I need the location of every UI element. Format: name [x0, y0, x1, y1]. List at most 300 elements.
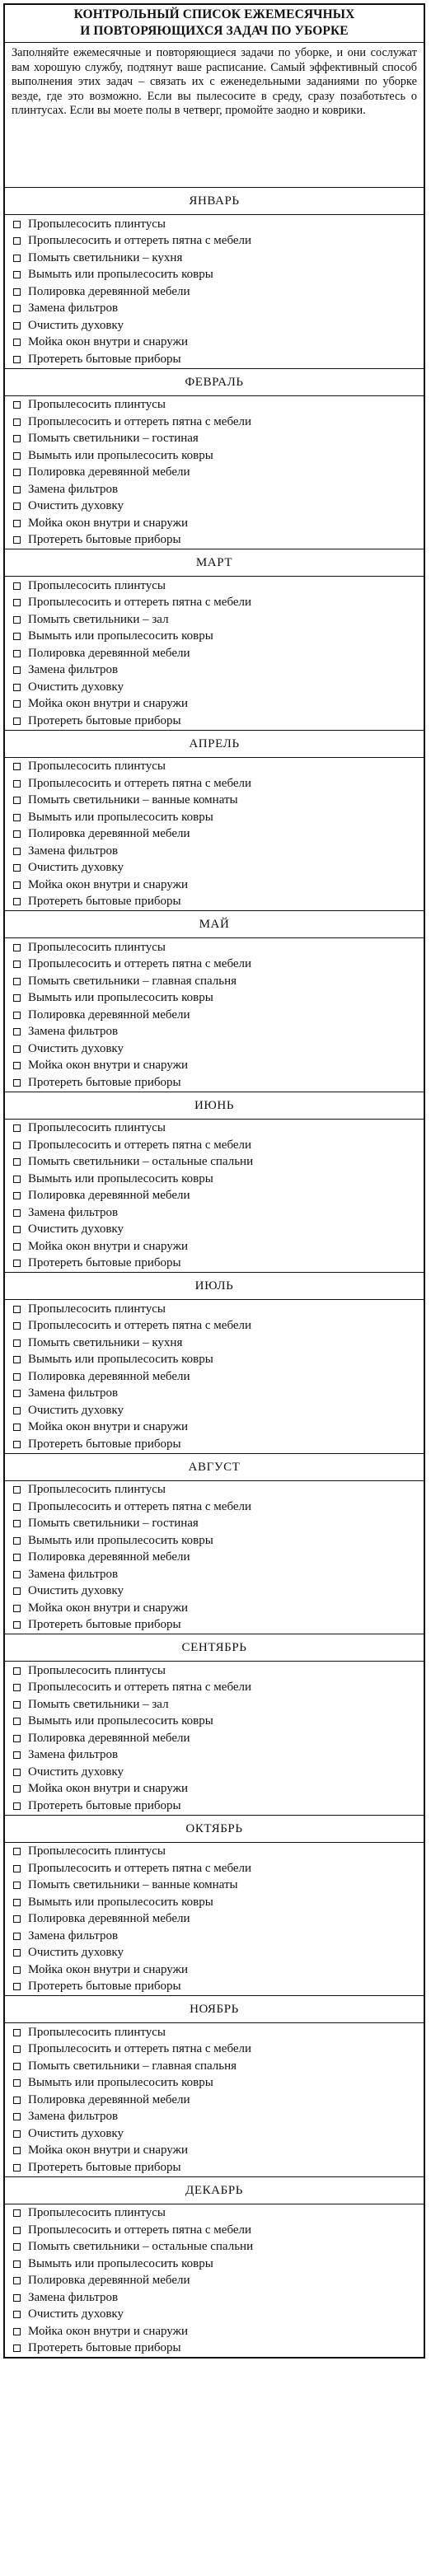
task-item — [5, 2205, 424, 2223]
checkbox-icon[interactable] — [13, 1802, 21, 1810]
checkbox-icon[interactable] — [13, 1124, 21, 1132]
task-label: Протереть бытовые приборы — [28, 352, 181, 366]
checkbox-icon[interactable] — [13, 1605, 21, 1612]
task-item — [5, 629, 424, 646]
checkbox-icon[interactable] — [13, 1407, 21, 1414]
task-item — [5, 809, 424, 826]
task-label: Пропылесосить плинтусы — [28, 2025, 166, 2039]
checkbox-icon[interactable] — [13, 1718, 21, 1725]
checkbox-icon[interactable] — [13, 1899, 21, 1906]
task-item — [5, 1713, 424, 1731]
month-section — [5, 911, 424, 1092]
task-item — [5, 713, 424, 730]
checkbox-icon[interactable] — [13, 1769, 21, 1776]
checkbox-icon[interactable] — [13, 1028, 21, 1036]
checkbox-icon[interactable] — [13, 1848, 21, 1855]
month-heading: ДЕКАБРЬ — [5, 2177, 424, 2204]
task-item — [5, 301, 424, 318]
task-label: Пропылесосить и оттереть пятна с мебели — [28, 1861, 252, 1875]
month-section — [5, 1454, 424, 1635]
task-label: Пропылесосить и оттереть пятна с мебели — [28, 2042, 252, 2056]
task-item — [5, 233, 424, 250]
task-item — [5, 2239, 424, 2256]
task-item — [5, 775, 424, 792]
task-label: Замена фильтров — [28, 1748, 119, 1762]
checkbox-icon[interactable] — [13, 1735, 21, 1742]
task-list — [5, 577, 424, 730]
task-label: Помыть светильники – гостиная — [28, 1517, 199, 1531]
task-item — [5, 645, 424, 662]
checkbox-icon[interactable] — [13, 2277, 21, 2284]
task-label: Пропылесосить и оттереть пятна с мебели — [28, 596, 252, 610]
checkbox-icon[interactable] — [13, 1865, 21, 1872]
checkbox-icon[interactable] — [13, 864, 21, 872]
task-item — [5, 2307, 424, 2324]
checkbox-icon[interactable] — [13, 1176, 21, 1183]
task-label: Очистить духовку — [28, 1584, 124, 1598]
checkbox-icon[interactable] — [13, 1503, 21, 1511]
checkbox-icon[interactable] — [13, 2243, 21, 2251]
task-label: Пропылесосить плинтусы — [28, 398, 166, 412]
checkbox-icon[interactable] — [13, 797, 21, 804]
checkbox-icon[interactable] — [13, 978, 21, 985]
checkbox-icon[interactable] — [13, 814, 21, 821]
month-section — [5, 369, 424, 550]
checkbox-icon[interactable] — [13, 401, 21, 409]
checkbox-icon[interactable] — [13, 1209, 21, 1217]
task-item — [5, 1074, 424, 1092]
task-label: Пропылесосить плинтусы — [28, 760, 166, 774]
task-label: Замена фильтров — [28, 1205, 119, 1219]
checkbox-icon[interactable] — [13, 1554, 21, 1561]
task-label: Помыть светильники – остальные спальни — [28, 1155, 254, 1169]
task-label: Протереть бытовые приборы — [28, 1256, 181, 1270]
task-item — [5, 2058, 424, 2075]
task-item — [5, 1617, 424, 1634]
task-item — [5, 515, 424, 532]
task-list — [5, 2204, 424, 2358]
task-item — [5, 2323, 424, 2340]
task-label: Замена фильтров — [28, 1928, 119, 1943]
task-item — [5, 696, 424, 713]
task-item — [5, 1662, 424, 1680]
task-item — [5, 1516, 424, 1533]
checkbox-icon[interactable] — [13, 1537, 21, 1545]
task-item — [5, 792, 424, 810]
checkbox-icon[interactable] — [13, 763, 21, 770]
task-item — [5, 1171, 424, 1188]
task-item — [5, 2109, 424, 2126]
month-section — [5, 1816, 424, 1997]
checkbox-icon[interactable] — [13, 633, 21, 640]
task-label: Пропылесосить и оттереть пятна с мебели — [28, 776, 252, 790]
task-item — [5, 498, 424, 516]
task-label: Помыть светильники – ванные комнаты — [28, 793, 238, 807]
task-label: Мойка окон внутри и снаружи — [28, 1962, 189, 1976]
checkbox-icon[interactable] — [13, 2130, 21, 2138]
task-label: Полировка деревянной мебели — [28, 1369, 190, 1383]
checkbox-icon[interactable] — [13, 881, 21, 889]
task-label: Мойка окон внутри и снаружи — [28, 1782, 189, 1796]
month-section — [5, 1996, 424, 2177]
task-label: Замена фильтров — [28, 1386, 119, 1400]
checkbox-icon[interactable] — [13, 452, 21, 460]
checkbox-icon[interactable] — [13, 2260, 21, 2268]
checkbox-icon[interactable] — [13, 2328, 21, 2335]
checkbox-icon[interactable] — [13, 1260, 21, 1267]
task-label: Протереть бытовые приборы — [28, 1980, 181, 1994]
task-item — [5, 1945, 424, 1962]
checkbox-icon[interactable] — [13, 339, 21, 346]
task-item — [5, 1352, 424, 1369]
task-item — [5, 1137, 424, 1154]
month-heading: СЕНТЯБРЬ — [5, 1634, 424, 1662]
task-item — [5, 2340, 424, 2358]
task-label: Вымыть или пропылесосить ковры — [28, 1171, 213, 1185]
month-heading: НОЯБРЬ — [5, 1996, 424, 2023]
checkbox-icon[interactable] — [13, 503, 21, 510]
task-label: Замена фильтров — [28, 663, 119, 677]
task-label: Пропылесосить и оттереть пятна с мебели — [28, 1681, 252, 1695]
task-label: Замена фильтров — [28, 482, 119, 496]
checkbox-icon[interactable] — [13, 435, 21, 442]
checkbox-icon[interactable] — [13, 1667, 21, 1675]
task-item — [5, 1058, 424, 1075]
task-item — [5, 2125, 424, 2143]
checkbox-icon[interactable] — [13, 2147, 21, 2154]
checkbox-icon[interactable] — [13, 1701, 21, 1709]
checkbox-icon[interactable] — [13, 1424, 21, 1431]
task-label: Полировка деревянной мебели — [28, 1189, 190, 1203]
checkbox-icon[interactable] — [13, 1339, 21, 1347]
task-label: Вымыть или пропылесосить ковры — [28, 1533, 213, 1547]
checkbox-icon[interactable] — [13, 418, 21, 426]
task-label: Протереть бытовые приборы — [28, 2160, 181, 2174]
checkbox-icon[interactable] — [13, 1751, 21, 1759]
checkbox-icon[interactable] — [13, 2294, 21, 2302]
checkbox-icon[interactable] — [13, 780, 21, 788]
task-list — [5, 2023, 424, 2176]
checkbox-icon[interactable] — [13, 1441, 21, 1448]
task-label: Полировка деревянной мебели — [28, 465, 190, 479]
task-item — [5, 465, 424, 482]
month-section — [5, 2177, 424, 2358]
checkbox-icon[interactable] — [13, 830, 21, 838]
task-item — [5, 2143, 424, 2160]
task-item — [5, 1798, 424, 1815]
checkbox-icon[interactable] — [13, 1587, 21, 1595]
task-item — [5, 1894, 424, 1911]
task-item — [5, 1318, 424, 1335]
checkbox-icon[interactable] — [13, 305, 21, 312]
task-item — [5, 481, 424, 498]
checkbox-icon[interactable] — [13, 1142, 21, 1149]
task-label: Замена фильтров — [28, 1025, 119, 1039]
task-label: Вымыть или пропылесосить ковры — [28, 1353, 213, 1367]
checkbox-icon[interactable] — [13, 1684, 21, 1691]
checkbox-icon[interactable] — [13, 2345, 21, 2352]
month-heading: МАЙ — [5, 911, 424, 938]
task-item — [5, 1680, 424, 1697]
checkbox-icon[interactable] — [13, 2079, 21, 2087]
task-label: Вымыть или пропылесосить ковры — [28, 268, 213, 282]
checkbox-icon[interactable] — [13, 1243, 21, 1251]
checkbox-icon[interactable] — [13, 1949, 21, 1957]
checkbox-icon[interactable] — [13, 666, 21, 674]
task-label: Помыть светильники – гостиная — [28, 432, 199, 446]
task-label: Пропылесосить плинтусы — [28, 1483, 166, 1497]
checkbox-icon[interactable] — [13, 2029, 21, 2036]
checkbox-icon[interactable] — [13, 271, 21, 278]
task-label: Полировка деревянной мебели — [28, 1007, 190, 1022]
checkbox-icon[interactable] — [13, 2113, 21, 2120]
task-item — [5, 2041, 424, 2059]
task-label: Мойка окон внутри и снаружи — [28, 1601, 189, 1615]
checkbox-icon[interactable] — [13, 288, 21, 296]
task-label: Замена фильтров — [28, 1567, 119, 1581]
checkbox-icon[interactable] — [13, 944, 21, 951]
month-section — [5, 1273, 424, 1454]
task-label: Протереть бытовые приборы — [28, 2341, 181, 2355]
checkbox-icon[interactable] — [13, 255, 21, 262]
task-item — [5, 1566, 424, 1583]
checkbox-icon[interactable] — [13, 2045, 21, 2053]
checkbox-icon[interactable] — [13, 2311, 21, 2318]
task-label: Помыть светильники – кухня — [28, 250, 183, 264]
task-label: Помыть светильники – главная спальня — [28, 974, 237, 988]
checkbox-icon[interactable] — [13, 848, 21, 855]
task-label: Протереть бытовые приборы — [28, 1075, 181, 1089]
task-item — [5, 860, 424, 877]
checkbox-icon[interactable] — [13, 520, 21, 527]
task-item — [5, 662, 424, 680]
task-label: Вымыть или пропылесосить ковры — [28, 629, 213, 643]
task-item — [5, 611, 424, 629]
task-item — [5, 317, 424, 334]
task-item — [5, 2024, 424, 2041]
task-label: Пропылесосить плинтусы — [28, 578, 166, 592]
checkbox-icon[interactable] — [13, 582, 21, 590]
task-label: Очистить духовку — [28, 499, 124, 513]
checkbox-icon[interactable] — [13, 221, 21, 228]
task-label: Вымыть или пропылесосить ковры — [28, 1714, 213, 1728]
task-label: Пропылесосить плинтусы — [28, 2206, 166, 2220]
task-label: Замена фильтров — [28, 302, 119, 316]
task-label: Полировка деревянной мебели — [28, 827, 190, 841]
task-item — [5, 990, 424, 1007]
task-label: Вымыть или пропылесосить ковры — [28, 2076, 213, 2090]
checkbox-icon[interactable] — [13, 356, 21, 363]
checkbox-icon[interactable] — [13, 322, 21, 330]
task-item — [5, 1436, 424, 1453]
task-item — [5, 1696, 424, 1713]
task-item — [5, 577, 424, 595]
checkbox-icon[interactable] — [13, 1571, 21, 1578]
title-line-1: КОНТРОЛЬНЫЙ СПИСОК ЕЖЕМЕСЯЧНЫХ — [73, 7, 355, 21]
checkbox-icon[interactable] — [13, 1373, 21, 1381]
checklist-title — [5, 5, 424, 43]
task-item — [5, 1600, 424, 1617]
task-item — [5, 1961, 424, 1979]
checkbox-icon[interactable] — [13, 599, 21, 606]
checkbox-icon[interactable] — [13, 1062, 21, 1069]
task-label: Пропылесосить плинтусы — [28, 940, 166, 954]
task-label: Протереть бытовые приборы — [28, 895, 181, 909]
checkbox-icon[interactable] — [13, 1983, 21, 1990]
task-item — [5, 1860, 424, 1877]
task-label: Пропылесосить и оттереть пятна с мебели — [28, 414, 252, 428]
task-item — [5, 1583, 424, 1601]
task-label: Помыть светильники – остальные спальни — [28, 2240, 254, 2254]
checkbox-icon[interactable] — [13, 684, 21, 691]
task-label: Мойка окон внутри и снаружи — [28, 1059, 189, 1073]
task-item — [5, 283, 424, 301]
task-label: Замена фильтров — [28, 2110, 119, 2124]
task-label: Пропылесосить плинтусы — [28, 1844, 166, 1858]
checkbox-icon[interactable] — [13, 486, 21, 493]
task-label: Протереть бытовые приборы — [28, 1437, 181, 1451]
checkbox-icon[interactable] — [13, 1192, 21, 1199]
checkbox-icon[interactable] — [13, 1356, 21, 1363]
task-label: Мойка окон внутри и снаружи — [28, 1239, 189, 1253]
task-item — [5, 1024, 424, 1041]
task-item — [5, 877, 424, 894]
task-item — [5, 759, 424, 776]
checkbox-icon[interactable] — [13, 898, 21, 905]
task-item — [5, 1747, 424, 1765]
task-item — [5, 1335, 424, 1352]
task-item — [5, 595, 424, 612]
checkbox-icon[interactable] — [13, 1486, 21, 1494]
task-item — [5, 1844, 424, 1861]
task-item — [5, 1040, 424, 1058]
checkbox-icon[interactable] — [13, 700, 21, 708]
task-label: Пропылесосить плинтусы — [28, 1663, 166, 1677]
checkbox-icon[interactable] — [13, 2164, 21, 2172]
task-label: Мойка окон внутри и снаружи — [28, 2324, 189, 2338]
task-item — [5, 414, 424, 431]
checkbox-icon[interactable] — [13, 237, 21, 245]
task-item — [5, 532, 424, 549]
checkbox-icon[interactable] — [13, 1915, 21, 1923]
task-label: Помыть светильники – кухня — [28, 1335, 183, 1349]
task-label: Пропылесосить и оттереть пятна с мебели — [28, 1499, 252, 1513]
task-label: Очистить духовку — [28, 1946, 124, 1960]
checkbox-icon[interactable] — [13, 536, 21, 544]
checkbox-icon[interactable] — [13, 1882, 21, 1889]
checkbox-icon[interactable] — [13, 1158, 21, 1166]
task-item — [5, 1877, 424, 1895]
task-item — [5, 1764, 424, 1781]
task-item — [5, 250, 424, 267]
task-label: Очистить духовку — [28, 1041, 124, 1055]
checkbox-icon[interactable] — [13, 1933, 21, 1940]
checkbox-icon[interactable] — [13, 2063, 21, 2070]
task-item — [5, 826, 424, 844]
task-item — [5, 1979, 424, 1996]
task-item — [5, 843, 424, 860]
checkbox-icon[interactable] — [13, 1045, 21, 1053]
task-item — [5, 1188, 424, 1205]
task-item — [5, 894, 424, 911]
task-label: Пропылесосить плинтусы — [28, 1302, 166, 1316]
task-label: Полировка деревянной мебели — [28, 1912, 190, 1926]
task-label: Очистить духовку — [28, 2307, 124, 2321]
checkbox-icon[interactable] — [13, 1226, 21, 1233]
task-item — [5, 973, 424, 990]
task-label: Протереть бытовые приборы — [28, 713, 181, 727]
task-list — [5, 1120, 424, 1273]
month-heading: ЯНВАРЬ — [5, 188, 424, 215]
checkbox-icon[interactable] — [13, 1966, 21, 1974]
checkbox-icon[interactable] — [13, 1306, 21, 1313]
task-item — [5, 1120, 424, 1138]
checkbox-icon[interactable] — [13, 718, 21, 725]
task-label: Пропылесосить и оттереть пятна с мебели — [28, 234, 252, 248]
checkbox-icon[interactable] — [13, 1520, 21, 1527]
month-section — [5, 1634, 424, 1816]
checkbox-icon[interactable] — [13, 1621, 21, 1629]
checkbox-icon[interactable] — [13, 616, 21, 624]
checkbox-icon[interactable] — [13, 1322, 21, 1330]
task-label: Пропылесосить и оттереть пятна с мебели — [28, 957, 252, 971]
task-label: Помыть светильники – ванные комнаты — [28, 1878, 238, 1892]
month-section — [5, 549, 424, 731]
task-list — [5, 758, 424, 911]
checklist-sheet — [3, 3, 425, 2359]
task-item — [5, 1007, 424, 1024]
checkbox-icon[interactable] — [13, 2097, 21, 2104]
checkbox-icon[interactable] — [13, 2209, 21, 2217]
checkbox-icon[interactable] — [13, 994, 21, 1002]
task-item — [5, 1204, 424, 1222]
task-item — [5, 334, 424, 352]
task-label: Протереть бытовые приборы — [28, 1618, 181, 1632]
checkbox-icon[interactable] — [13, 1390, 21, 1397]
task-label: Мойка окон внутри и снаружи — [28, 516, 189, 530]
task-item — [5, 2092, 424, 2109]
task-list — [5, 1481, 424, 1634]
task-label: Протереть бытовые приборы — [28, 533, 181, 547]
task-list — [5, 1300, 424, 1453]
task-item — [5, 1301, 424, 1318]
task-item — [5, 1402, 424, 1419]
task-item — [5, 351, 424, 368]
task-list — [5, 938, 424, 1092]
checkbox-icon[interactable] — [13, 2227, 21, 2234]
checkbox-icon[interactable] — [13, 1785, 21, 1793]
task-item — [5, 431, 424, 448]
task-label: Очистить духовку — [28, 1765, 124, 1779]
checkbox-icon[interactable] — [13, 1079, 21, 1087]
month-section — [5, 1092, 424, 1274]
task-label: Мойка окон внутри и снаружи — [28, 335, 189, 349]
task-label: Полировка деревянной мебели — [28, 1731, 190, 1745]
task-label: Помыть светильники – главная спальня — [28, 2059, 237, 2073]
checkbox-icon[interactable] — [13, 650, 21, 657]
task-item — [5, 956, 424, 974]
month-heading: ФЕВРАЛЬ — [5, 369, 424, 396]
checkbox-icon[interactable] — [13, 961, 21, 968]
task-item — [5, 939, 424, 956]
months-list — [5, 188, 424, 2357]
checkbox-icon[interactable] — [13, 469, 21, 476]
task-label: Вымыть или пропылесосить ковры — [28, 991, 213, 1005]
task-label: Очистить духовку — [28, 2126, 124, 2140]
task-label: Полировка деревянной мебели — [28, 284, 190, 298]
checkbox-icon[interactable] — [13, 1012, 21, 1019]
task-label: Полировка деревянной мебели — [28, 2092, 190, 2106]
